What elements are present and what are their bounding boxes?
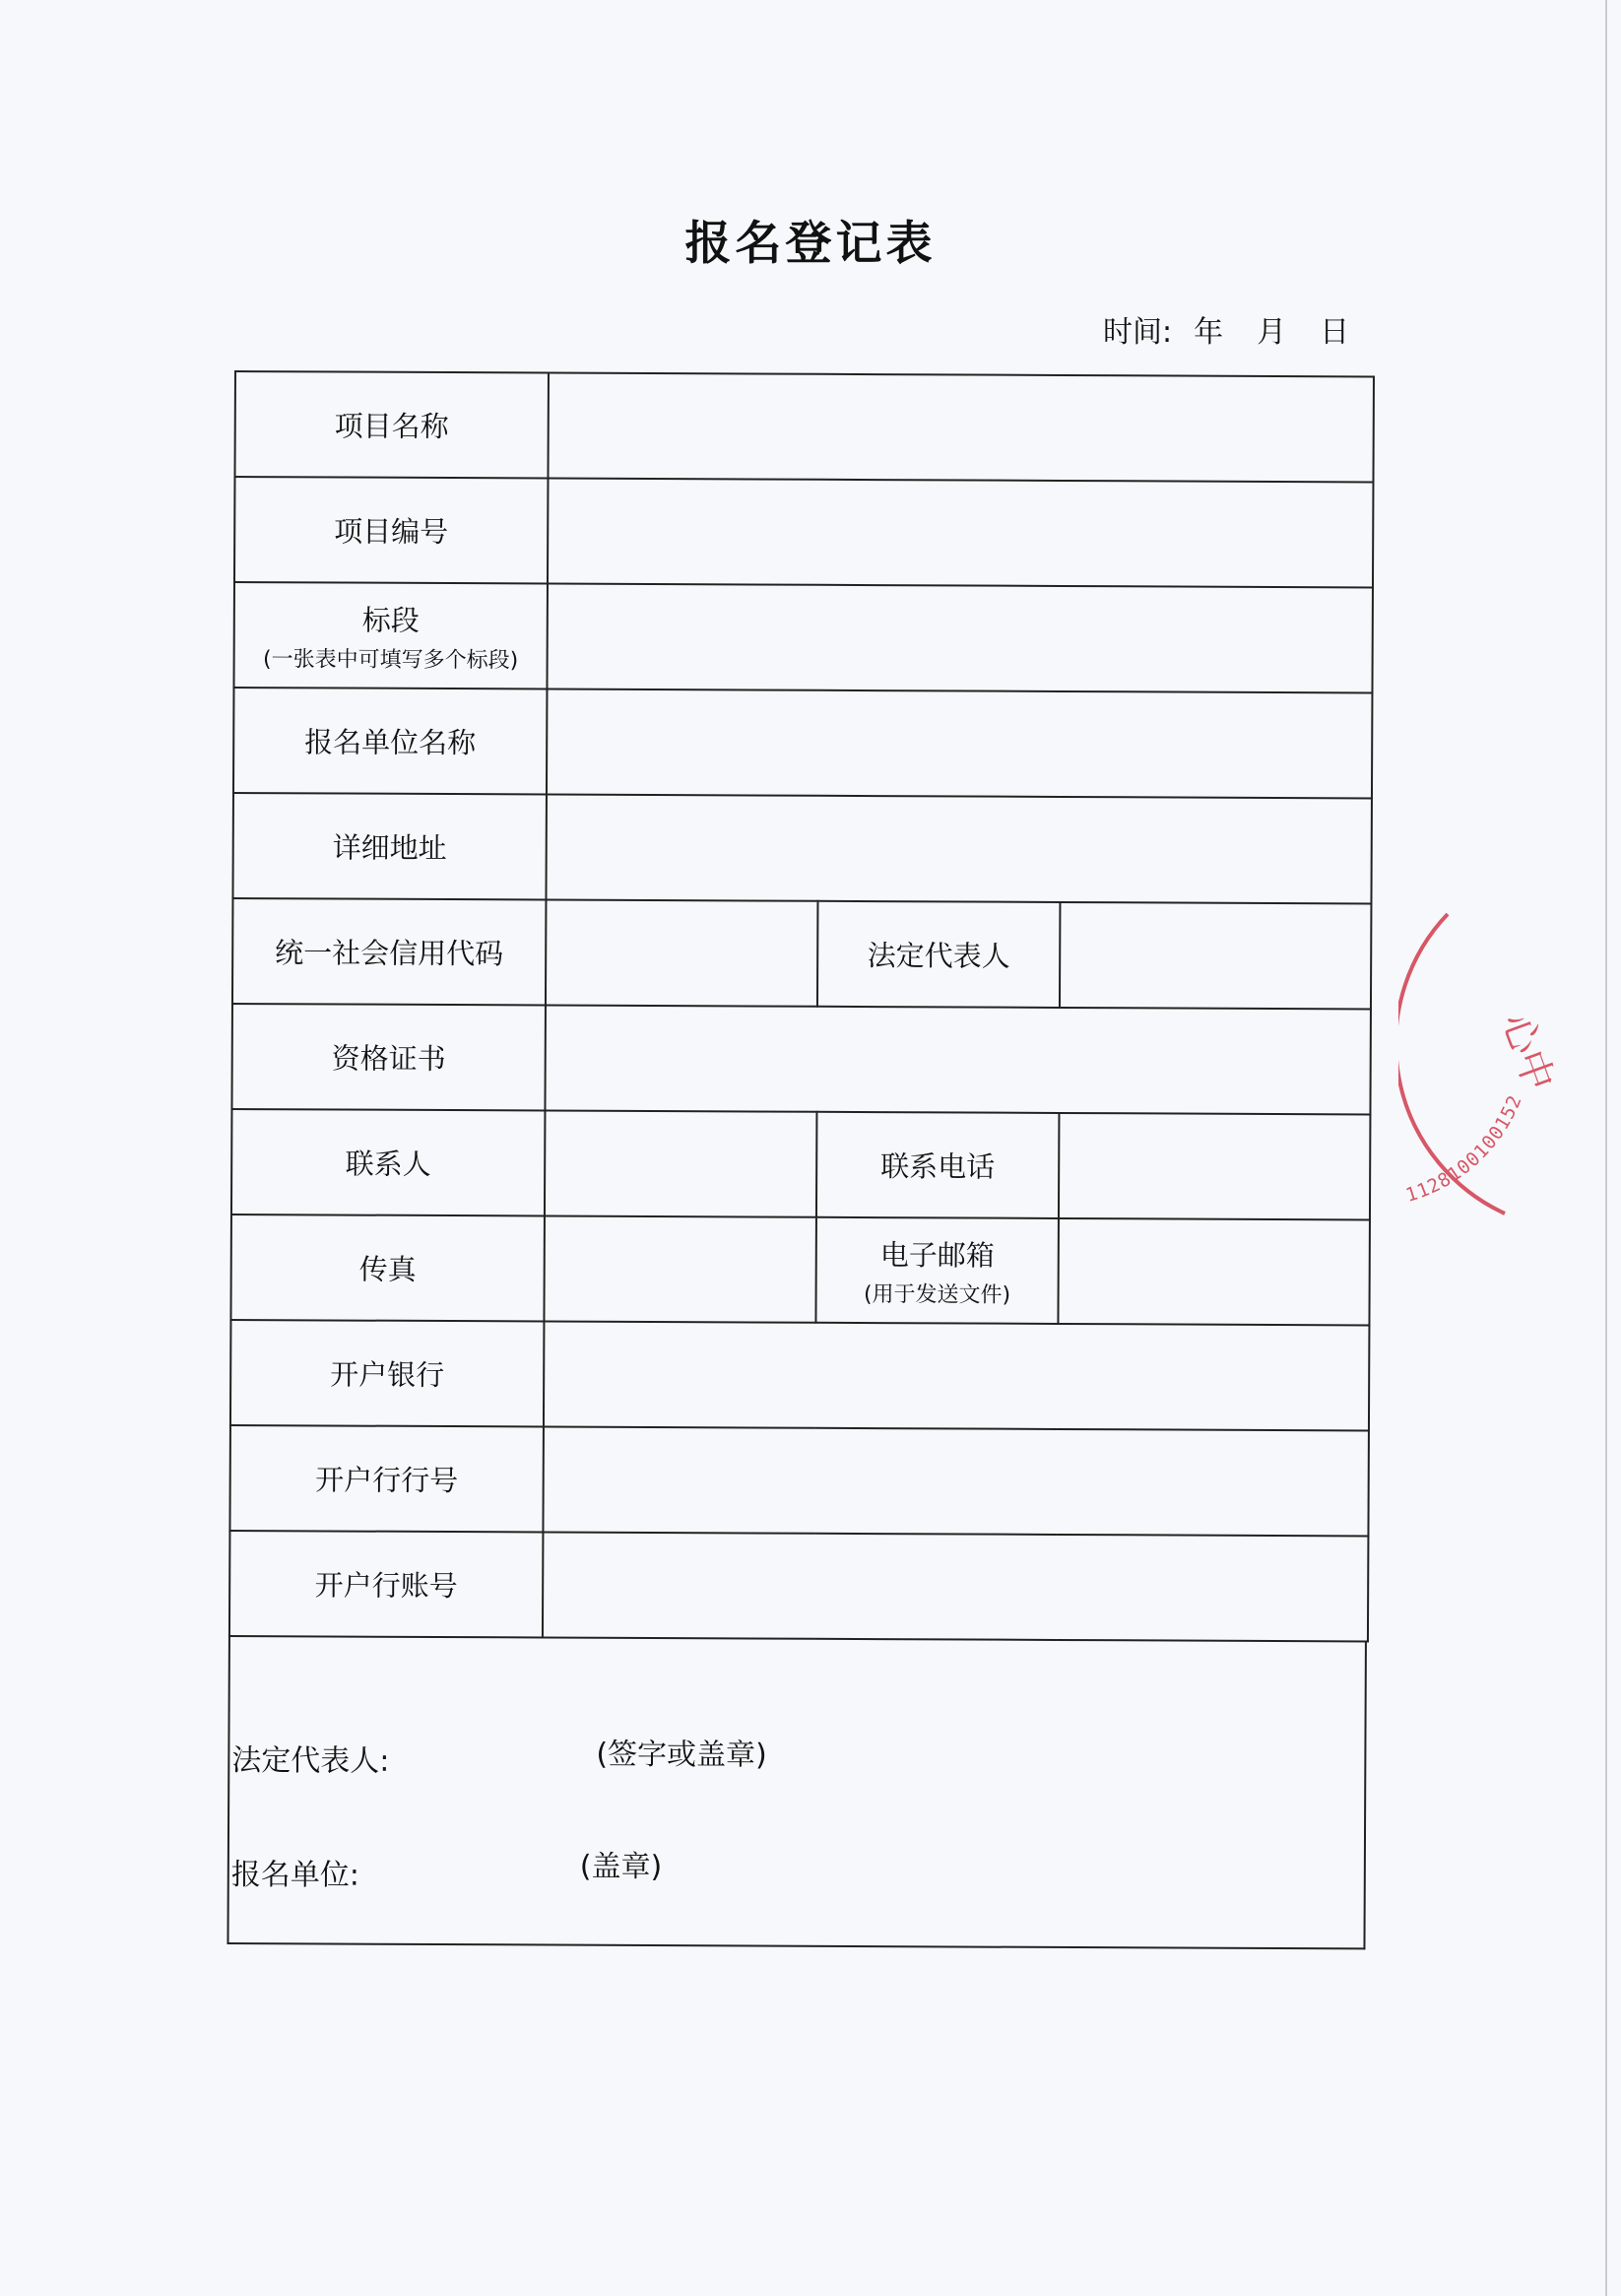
field-contact[interactable] [545,1110,817,1216]
registration-form [227,370,1373,1949]
label-email-main: 电子邮箱 [879,1237,995,1273]
label-email [815,1217,1059,1324]
row-contact [231,1109,1371,1219]
field-qualification[interactable] [545,1005,1371,1114]
label-bank-account: 开户行账号 [229,1531,544,1637]
date-day: 日 [1320,315,1350,350]
row-qualification [231,1004,1371,1114]
label-contact: 联系人 [231,1109,546,1215]
field-project-name[interactable] [548,373,1374,483]
field-bank[interactable] [544,1321,1370,1430]
legal-rep-sign-label: 法定代表人: [231,1743,390,1779]
label-qualification: 资格证书 [231,1004,546,1110]
row-applicant-name [233,688,1373,798]
signature-box [227,1637,1366,1949]
field-legal-rep[interactable] [1060,902,1372,1009]
row-bank-account [229,1531,1369,1641]
date-month: 月 [1257,315,1287,350]
field-project-number[interactable] [548,479,1374,588]
label-credit-code: 统一社会信用代码 [232,898,547,1005]
date-line [1103,307,1349,351]
row-address [232,793,1372,903]
row-project-number [234,477,1374,587]
row-bank-code [229,1425,1369,1536]
label-section [233,582,548,689]
field-section[interactable] [547,584,1373,693]
field-fax[interactable] [544,1215,816,1322]
field-bank-account[interactable] [543,1532,1369,1641]
label-email-note: (用于发送文件) [863,1281,1011,1308]
seal-characters: 心中 [1492,1007,1563,1097]
field-bank-code[interactable] [543,1426,1369,1536]
label-legal-rep: 法定代表人 [817,901,1061,1008]
field-email[interactable] [1058,1218,1370,1325]
label-project-name: 项目名称 [234,371,549,478]
row-project-name [234,371,1374,482]
row-bank [230,1320,1370,1430]
label-applicant-name: 报名单位名称 [233,688,548,794]
unit-sign-hint: (盖章) [579,1849,663,1885]
field-phone[interactable] [1059,1113,1371,1219]
label-bank-code: 开户行行号 [229,1425,544,1532]
field-credit-code[interactable] [546,899,818,1006]
unit-sign-label: 报名单位: [230,1858,359,1893]
row-section [233,582,1373,692]
date-label: 时间: [1103,315,1173,350]
row-credit-code [232,898,1372,1009]
legal-rep-sign-hint: (签字或盖章) [596,1737,767,1773]
label-address: 详细地址 [232,793,547,899]
label-phone: 联系电话 [816,1112,1060,1218]
label-bank: 开户银行 [230,1320,545,1426]
row-fax [230,1214,1370,1325]
field-address[interactable] [546,794,1372,903]
label-fax: 传真 [230,1214,545,1321]
label-section-main: 标段 [361,603,420,637]
seal-number: 1128100100152 [1402,1091,1526,1207]
label-project-number: 项目编号 [234,477,549,583]
field-applicant-name[interactable] [547,689,1373,798]
form-table [228,370,1375,1642]
page-title: 报名登记表 [684,217,937,271]
label-section-note: (一张表中可填写多个标段) [262,646,519,673]
red-seal-stamp [1398,906,1621,1231]
date-year: 年 [1194,315,1224,350]
